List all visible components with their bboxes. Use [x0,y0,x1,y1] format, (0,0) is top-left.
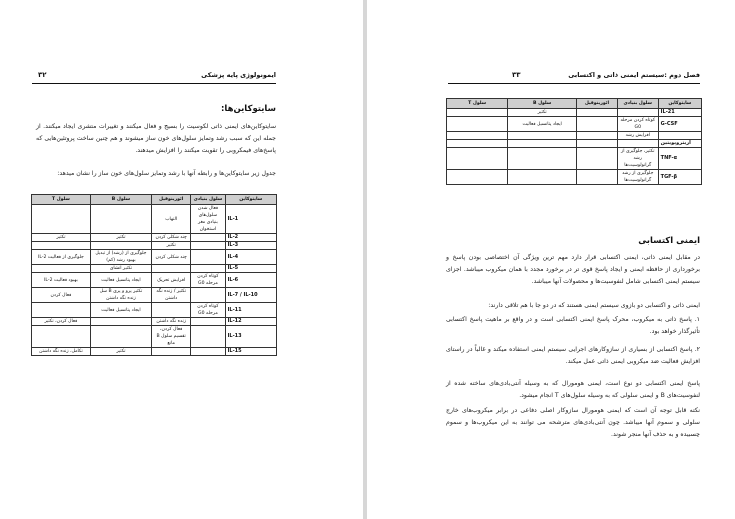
column-header: سلول T [32,195,91,205]
table-cell [508,132,577,140]
table-cell [191,242,225,250]
page-header [448,71,700,84]
table-cell: جلوگیری از رشد گرانولوسیت‌ها [617,170,658,185]
table-cell [447,170,508,185]
table-cell: فعال شدن سلول‌های بنیادی مغز استخوان [191,205,225,234]
table-row [32,348,277,356]
table-cell [447,109,508,117]
cytokine-cell: IL-1 [225,205,276,234]
table-cell [447,117,508,132]
table-row [447,140,702,148]
cytokine-cell: IL-13 [225,326,276,348]
column-header: ائوزینوفیل [577,99,618,109]
table-cell: کوتاه کردن مرحله G0 [191,303,225,318]
table-cell [447,148,508,170]
cytokine-cell [658,132,701,140]
cytokine-cell: G-CSF [658,117,701,132]
paragraph: سایتوکاین‌های ایمنی ذاتی لکوسیت را بسیج و فعال میکنند و تغییرات متشری ایجاد میکنند. از جمله این که سبب رشد وتمایز سلول‌های خون ساز میشوند و هم چنین ساخت پروتئین‌هایی که پاسخ‌های فیمکروبی را تقویت میکنند را افزایش میدهند. [36,123,276,154]
cytokine-cell: IL-7 / IL-10 [225,288,276,303]
table-cell [191,234,225,242]
table-cell [508,140,577,148]
cytokine-cell: IL-11 [225,303,276,318]
table-cell: تکثیر، جلوگیری از رشد گرانولوسیت‌ها [617,148,658,170]
table-cell [152,303,191,318]
cytokine-cell: IL-5 [225,265,276,273]
table-cell: ایجاد پتانسیل فعالیت [90,303,151,318]
list-item: ۲. پاسخ اکتسابی از بسیاری از سازوکارهای اجرایی سیستم ایمنی استفاده میکند و غالباً در راستای افزایش فعالیت ضد میکروبی ایمنی ذاتی عمل میکند. [446,346,700,365]
table-row [32,273,277,288]
table-cell: تکثیر [152,242,191,250]
table-cell: تکامل، زنده نگه داشتن [32,348,91,356]
cytokine-cell: IL-3 [225,242,276,250]
table-cell [32,205,91,234]
table-cell: فعال کردن [32,288,91,303]
table-cell: افزایش تحریک [152,273,191,288]
table-cell [191,288,225,303]
table-cell [90,242,151,250]
table-cell [191,318,225,326]
left-page [0,0,362,519]
table-cell [577,117,618,132]
table-header-row [447,99,702,109]
column-header: سایتوکاین [658,99,701,109]
table-cell [90,318,151,326]
table-cell [617,140,658,148]
table-row [32,242,277,250]
cytokine-cell: IL-6 [225,273,276,288]
running-title: فصل دوم :سیستم ایمنی ذاتی و اکتسابی [568,71,700,79]
table-cell [447,140,508,148]
table-row [447,148,702,170]
list-item: ۱. پاسخ ذاتی به میکروب، محرک پاسخ ایمنی اکتسابی است و در واقع بر ماهیت پاسخ اکتسابی تأثیرگذار خواهد بود. [446,316,700,335]
table-cell: زنده نگه داشتن [152,318,191,326]
table-cell: تکثیر [90,234,151,242]
cytokine-cell: IL-21 [658,109,701,117]
running-title: ایمونولوژی پایه پزشکی [201,71,276,79]
table-cell: ایجاد پتانسیل فعالیت [508,117,577,132]
table-cell [577,109,618,117]
column-header: سلول T [447,99,508,109]
cytokine-cell: اریتروپویتین [658,140,701,148]
table-row [447,117,702,132]
table-row [447,132,702,140]
table-cell [90,205,151,234]
cytokine-cell: TGF-β [658,170,701,185]
table-cell [617,109,658,117]
table-cell: جلوگیری از فعالیت IL-2 [32,250,91,265]
table-row [32,205,277,234]
table-cell: تکثیر پرو و پری B سل زنده نگه داشتن [90,288,151,303]
table-cell: تکثیر / زنده نگه داشتن [152,288,191,303]
table-cell [152,348,191,356]
table-cell: التهاب [152,205,191,234]
table-cell: تکثیر انشای [90,265,151,273]
table-cell [508,170,577,185]
table-cell [90,326,151,348]
table-row [447,170,702,185]
table-cell [191,326,225,348]
column-header: سایتوکاین [225,195,276,205]
column-header: سلول بنیادی [617,99,658,109]
table-row [32,303,277,318]
table-cell: بهبود فعالیت IL-2 [32,273,91,288]
table-cell [508,148,577,170]
table-cell [577,140,618,148]
table-cell: چند شکلی کردن [152,250,191,265]
column-header: سلول B [90,195,151,205]
page-number: ۳۲ [38,71,47,79]
book-spine [363,0,367,519]
section-heading: سایتوکاین‌ها: [220,104,276,114]
table-row [32,326,277,348]
table-cell: تکثیر [508,109,577,117]
table-cell: فعال کردن، تکثیر [32,318,91,326]
table-cell: ایجاد پتانسیل فعالیت [90,273,151,288]
table-cell [447,132,508,140]
column-header: ائوزینوفیل [152,195,191,205]
table-cell: کوتاه کردن مرحله G0 [191,273,225,288]
table-cell: کوتاه کردن مرحله G0 [617,117,658,132]
table-row [32,288,277,303]
page-header [32,71,276,84]
table-cell: تکثیر [90,348,151,356]
paragraph: ایمنی ذاتی و اکتسابی دو بازوی سیستم ایمنی هستند که در دو جا با هم تلاقی دارند: [488,302,700,309]
table-cell [152,265,191,273]
column-header: سلول B [508,99,577,109]
cytokine-cell: IL-4 [225,250,276,265]
table-row [32,265,277,273]
table-cell [577,170,618,185]
table-cell [191,265,225,273]
table-cell [32,242,91,250]
paragraph: پاسخ ایمنی اکتسابی دو نوع است، ایمنی هومورال که به وسیله آنتی‌بادی‌های ساخته شده از لنفوسیت‌های B و ایمنی سلولی که به وسیله سلول‌های T انجام میشود. [446,380,700,399]
paragraph: در مقابل ایمنی ذاتی، ایمنی اکتسابی قرار دارد مهم ترین ویژگی آن اختصاصی بودن پاسخ و برخورداری از حافظه ایمنی و ایجاد پاسخ قوی تر در برخورد مجدد با همان میکروب میباشد. اجزای سیستم ایمنی اکتسابی شامل لنفوسیت‌ها و محصولات آنها میباشد. [446,254,700,285]
table-cell [577,132,618,140]
page-number: ۳۳ [512,71,521,79]
table-row [32,318,277,326]
table-cell: فعال کردن، تقسیم سلول B مانع [152,326,191,348]
table-cell [32,265,91,273]
table-header-row [32,195,277,205]
paragraph: نکته قابل توجه آن است که ایمنی هومورال سازوکار اصلی دفاعی در برابر میکروب‌های خارج سلولی و سموم آنها میباشد. چون آنتی‌بادی‌های مترشحه می توانند به این میکروب‌ها و سموم چسبیده و به حذف آنها منجر شوند. [446,407,700,438]
paragraph: جدول زیر سایتوکاین‌ها و رابطه آنها با رشد وتمایز سلول‌های خون ساز را نشان میدهد: [57,170,276,177]
table-cell [191,250,225,265]
table-cell: چند شکلی کردن [152,234,191,242]
section-heading: ایمنی اکتسابی [638,236,700,246]
cytokine-table [446,98,702,185]
cytokine-cell: IL-2 [225,234,276,242]
right-page [368,0,735,519]
column-header: سلول بنیادی [191,195,225,205]
table-row [32,234,277,242]
cytokine-cell: TNF-α [658,148,701,170]
cytokine-cell: IL-15 [225,348,276,356]
table-cell [32,303,91,318]
table-cell [191,348,225,356]
table-row [447,109,702,117]
table-cell [32,326,91,348]
cytokine-cell: IL-12 [225,318,276,326]
table-cell: افزایش رشد [617,132,658,140]
table-cell: جلوگیری از (رشد) از تبدیل بهبود رشد (کم) [90,250,151,265]
table-cell [577,148,618,170]
table-row [32,250,277,265]
cytokine-table [31,194,277,356]
table-cell: تکثیر [32,234,91,242]
